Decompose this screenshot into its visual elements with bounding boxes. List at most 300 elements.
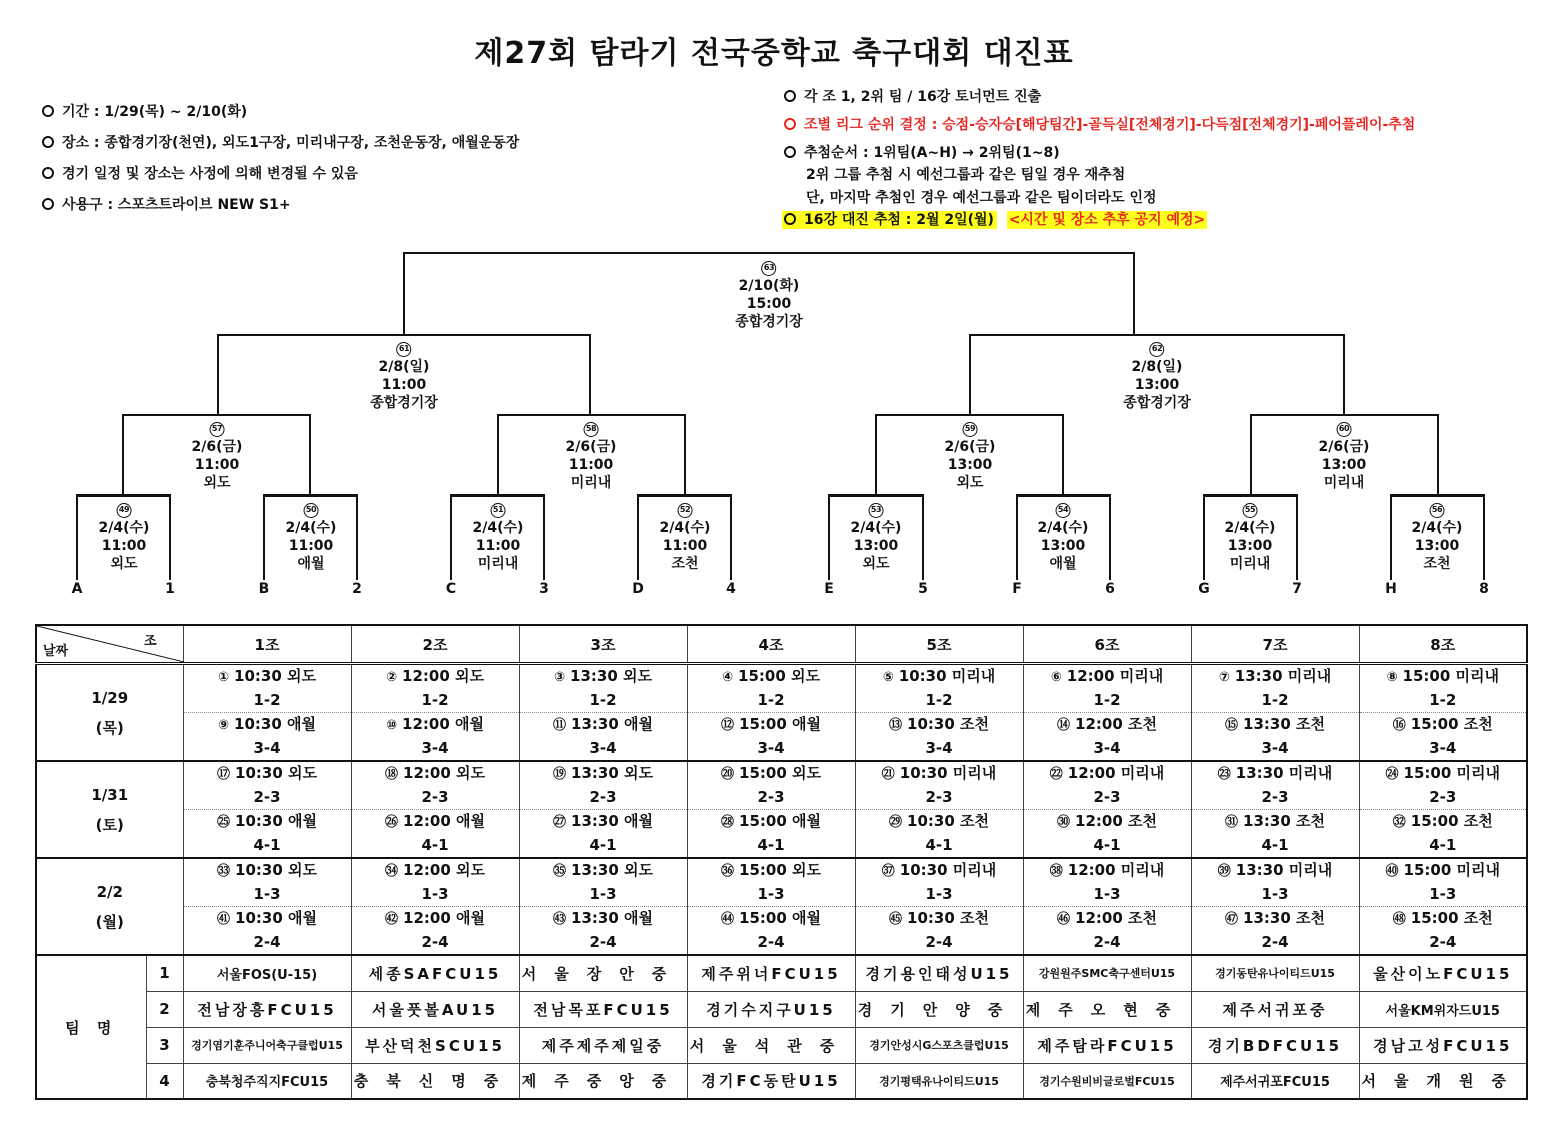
match-number: ㉞ [385,864,399,879]
match-cell [1359,858,1527,907]
bracket-line [169,494,171,580]
bracket-line [969,334,971,416]
match-pair: 2-4 [1429,933,1457,951]
match-time: 12:00 [1067,764,1116,782]
team-name-cell: 경기동탄유나이티드U15 [1191,955,1359,991]
match-venue: 조천 [1463,715,1493,733]
match-pair: 4-1 [253,836,281,854]
match-number: ㊷ [385,912,399,927]
match-pair: 3-4 [757,739,785,757]
match-cell [351,713,519,762]
match-venue: 애월 [288,909,317,927]
match-venue: 조천 [960,812,989,830]
match-pair: 1-2 [757,691,785,709]
match-number: ㊱ [721,864,735,879]
group-header: 7조 [1191,625,1359,664]
bracket-line [543,494,545,580]
match-number: ㊸ [553,912,567,927]
match-venue: 애월 [624,715,653,733]
match-cell [183,810,351,859]
match-time: 13:30 [570,667,618,685]
match-cell [1023,713,1191,762]
team-row [36,1027,1527,1063]
match-time: 13:30 [1235,861,1284,879]
match-cell [1359,761,1527,810]
match-quarter-1 [192,420,243,492]
team-name-cell: 경기안양중 [855,991,1023,1027]
bracket-line [1437,414,1439,496]
bracket-line [589,334,591,416]
match-cell [1023,761,1191,810]
seed-label: A [71,581,83,597]
bracket-line [76,494,171,497]
match-pair: 2-4 [925,933,953,951]
team-name-cell: 경기수지구U15 [687,991,855,1027]
match-number: ㉕ [217,815,231,830]
match-venue: 조천 [1296,909,1325,927]
info-advance [784,90,1041,104]
circle-bullet-icon [784,213,796,225]
match-time: 12:00 [403,909,451,927]
match-number-icon: 54 [1055,503,1070,518]
match-venue: 조천 [671,556,699,572]
match-number: ㊲ [881,864,895,879]
match-time: 13:00 [1321,457,1367,473]
bracket-line [922,494,924,580]
match-venue: 미리내 [1456,764,1500,782]
match-pair: 1-3 [1261,885,1289,903]
circle-bullet-icon [784,118,796,130]
match-venue: 외도 [956,475,984,491]
match-time: 15:00 [739,909,787,927]
match-pair: 1-2 [421,691,449,709]
match-time: 10:30 [898,667,947,685]
match-venue: 애월 [792,812,821,830]
match-time: 13:00 [947,457,993,473]
date-label: 1/29 [91,688,129,707]
match-cell [183,761,351,810]
seed-label: 7 [1292,581,1302,597]
match-venue: 외도 [288,861,317,879]
match-time: 13:00 [1414,538,1460,554]
match-r16-1 [99,501,150,573]
team-name-cell: 서울KM위자드U15 [1359,991,1527,1027]
match-number-icon: 61 [397,342,412,357]
match-venue: 미리내 [1119,667,1164,685]
match-time: 12:00 [1075,909,1123,927]
bracket-line [122,414,311,416]
match-venue: 애월 [792,909,821,927]
match-number: ④ [722,670,734,685]
match-number: ⑰ [217,767,231,782]
match-pair: 3-4 [1429,739,1457,757]
match-time: 11:00 [381,377,427,393]
team-row [36,1063,1527,1099]
team-name-cell: 서울풋볼AU15 [351,991,519,1027]
bracket-line [1016,494,1018,580]
match-number: ⑯ [1392,718,1406,733]
match-cell [519,713,687,762]
match-number: ㉜ [1392,815,1406,830]
team-name-cell: 서울장안중 [519,955,687,991]
match-venue: 미리내 [1120,861,1165,879]
match-venue: 애월 [624,812,653,830]
match-number: ⑱ [385,767,399,782]
match-date: 2/6(금) [944,439,996,455]
match-venue: 애월 [455,715,484,733]
match-time: 11:00 [101,538,147,554]
match-number-icon: 59 [962,422,977,437]
match-number: ⑤ [882,670,894,685]
match-venue: 외도 [203,475,231,491]
match-date: 2/4(수) [850,520,902,536]
match-venue: 애월 [456,909,485,927]
match-date: 2/8(일) [1131,359,1183,375]
match-venue: 미리내 [1288,764,1333,782]
match-venue: 미리내 [1455,667,1499,685]
team-name-cell: 제주서귀포중 [1191,991,1359,1027]
match-cell [1023,664,1191,713]
team-name-cell: 강원원주SMC축구센터U15 [1023,955,1191,991]
match-venue: 미리내 [1287,667,1332,685]
match-cell [1191,858,1359,907]
match-cell [519,664,687,713]
match-time: 13:30 [1243,715,1291,733]
match-number: ⑳ [721,767,735,782]
schedule-row [36,810,1527,859]
bracket-line [1343,334,1345,416]
group-schedule-table [35,624,1528,1100]
bracket-line [263,494,358,497]
seed-label: 5 [918,581,928,597]
info-draw-date [782,213,1207,227]
match-venue: 외도 [456,764,485,782]
match-number: ㊽ [1392,912,1406,927]
match-number: ⑮ [1225,718,1239,733]
team-name-cell: 제주서귀포FCU15 [1191,1063,1359,1099]
info-change-notice [42,167,358,181]
group-header: 1조 [183,625,351,664]
bracket-line [403,252,1135,254]
match-pair: 2-3 [589,788,617,806]
date-cell [36,664,183,762]
match-time: 15:00 [1403,861,1452,879]
match-number: ㉝ [217,864,231,879]
bracket-line [828,494,924,497]
match-venue: 조천 [1128,909,1157,927]
match-pair: 1-2 [1093,691,1121,709]
match-venue: 외도 [624,861,653,879]
match-pair: 1-3 [421,885,449,903]
team-name-cell: 부산덕천SCU15 [351,1027,519,1063]
match-number: ⑭ [1057,718,1071,733]
bracket-line [217,334,219,416]
match-pair: 4-1 [925,836,953,854]
bracket-line [1296,494,1298,580]
match-venue: 미리내 [951,667,996,685]
match-number: ⑥ [1050,670,1062,685]
match-time: 10:30 [907,909,955,927]
info-draw-order [784,146,1060,160]
schedule-body [36,664,1527,956]
bracket-line [76,494,78,580]
match-time: 13:30 [1234,667,1283,685]
match-number: ㊼ [1225,912,1239,927]
info-ball-text: 사용구 : 스포츠트라이브 NEW S1+ [62,197,291,213]
team-seed-number: 3 [146,1027,183,1063]
match-venue: 외도 [862,556,890,572]
match-venue: 애월 [297,556,325,572]
bracket-line [730,494,732,580]
info-venues [42,136,519,150]
team-name-cell: 경남고성FCU15 [1359,1027,1527,1063]
team-name-cell: 서울FOS(U-15) [183,955,351,991]
info-change-notice-text: 경기 일정 및 장소는 사정에 의해 변경될 수 있음 [62,166,358,182]
match-cell [687,810,855,859]
match-number: ㊵ [1385,864,1399,879]
match-pair: 2-4 [1093,933,1121,951]
team-name-cell: 경기BDFCU15 [1191,1027,1359,1063]
info-draw-order-text: 추첨순서 : 1위팀(A~H) → 2위팀(1~8) [804,145,1060,161]
match-time: 13:00 [853,538,899,554]
team-name-cell: 제주중앙중 [519,1063,687,1099]
info-draw-note-1: 2위 그룹 추첨 시 예선그룹과 같은 팀일 경우 재추첨 [806,167,1126,183]
match-pair: 2-3 [925,788,953,806]
seed-label: E [824,581,834,597]
bracket-line [309,414,311,496]
bracket-line [450,494,452,580]
match-time: 13:30 [571,715,619,733]
match-pair: 2-3 [1093,788,1121,806]
match-time: 12:00 [1066,667,1115,685]
match-time: 13:30 [571,861,619,879]
match-time: 12:00 [1075,715,1123,733]
schedule-row [36,713,1527,762]
match-date: 2/4(수) [98,520,150,536]
match-number: ⑲ [553,767,567,782]
match-cell [855,858,1023,907]
match-number: ③ [554,670,566,685]
match-time: 15:00 [1410,715,1459,733]
match-pair: 1-3 [589,885,617,903]
info-period-text: 기간 : 1/29(목) ~ 2/10(화) [62,104,248,120]
match-pair: 2-4 [421,933,449,951]
bracket-line [497,414,499,496]
bracket-line [1483,494,1485,580]
date-cell [36,761,183,858]
bracket-line [1390,494,1485,497]
match-venue: 외도 [791,667,820,685]
bracket-line [684,414,686,496]
match-time: 12:00 [403,812,451,830]
team-name-cell: 전남목포FCU15 [519,991,687,1027]
match-venue: 조천 [1463,812,1493,830]
match-cell [183,713,351,762]
match-pair: 3-4 [589,739,617,757]
match-pair: 1-2 [1261,691,1289,709]
circle-bullet-icon [42,105,54,117]
team-name-cell: 울산이노FCU15 [1359,955,1527,991]
match-cell [183,858,351,907]
match-venue: 미리내 [1323,475,1365,491]
bracket-line [637,494,732,497]
match-time: 12:00 [1067,861,1116,879]
match-venue: 애월 [624,909,653,927]
bracket-line [1109,494,1111,580]
match-cell [519,810,687,859]
match-number: ㉟ [553,864,567,879]
match-venue: 종합경기장 [370,395,438,411]
team-name-cell: 경기FC동탄U15 [687,1063,855,1099]
match-cell [687,907,855,956]
team-name-cell: 제주제주제일중 [519,1027,687,1063]
match-venue: 외도 [792,764,821,782]
match-time: 13:30 [571,812,619,830]
match-cell [1359,664,1527,713]
match-venue: 애월 [792,715,821,733]
bracket-line [122,414,124,496]
date-label: 1/31 [91,785,129,804]
match-pair: 4-1 [589,836,617,854]
match-time: 11:00 [475,538,521,554]
team-name-cell: 제주탐라FCU15 [1023,1027,1191,1063]
match-number: ⑬ [889,718,903,733]
match-pair: 1-3 [925,885,953,903]
match-time: 10:30 [234,667,282,685]
match-number-icon: 55 [1242,503,1257,518]
match-venue: 미리내 [1288,861,1333,879]
bracket-line [1203,494,1205,580]
match-pair: 4-1 [421,836,449,854]
info-ranking-rule-text: 조별 리그 순위 결정 : 승점-승자승[해당팀간]-골득실[전체경기]-다득점[전체경기]-페어플레이-추첨 [804,117,1416,133]
match-venue: 미리내 [1456,861,1500,879]
match-number: ㊹ [721,912,735,927]
bracket-line [1016,494,1111,497]
match-number: ㉗ [553,815,567,830]
match-pair: 1-3 [757,885,785,903]
circle-bullet-icon [784,146,796,158]
match-number: ⑫ [721,718,735,733]
match-number-icon: 57 [209,422,224,437]
match-pair: 3-4 [925,739,953,757]
match-number: ㉚ [1057,815,1071,830]
page-title: 제27회 탐라기 전국중학교 축구대회 대진표 [474,36,1074,71]
match-cell [855,907,1023,956]
schedule-row [36,907,1527,956]
match-cell [351,810,519,859]
group-header: 5조 [855,625,1023,664]
match-number-icon: 51 [490,503,505,518]
match-number: ㉛ [1225,815,1239,830]
match-pair: 2-4 [253,933,281,951]
group-header: 3조 [519,625,687,664]
weekday-label: (토) [95,815,124,834]
match-number-icon: 63 [762,261,777,276]
match-date: 2/10(화) [738,278,800,294]
match-time: 12:00 [402,667,450,685]
match-number-icon: 58 [583,422,598,437]
match-r16-6 [1038,501,1089,573]
match-time: 15:00 [1410,909,1459,927]
match-time: 15:00 [739,764,787,782]
match-time: 10:30 [235,861,283,879]
match-venue: 외도 [623,667,652,685]
match-venue: 애월 [1049,556,1077,572]
match-number: ⑧ [1386,670,1398,685]
match-cell [519,761,687,810]
schedule-row [36,761,1527,810]
bracket-line [263,494,265,580]
team-body [36,955,1527,1099]
match-time: 11:00 [194,457,240,473]
match-number: ① [218,670,230,685]
match-time: 11:00 [662,538,708,554]
team-name-cell: 경기용인태성U15 [855,955,1023,991]
corner-group-label: 조 [143,634,157,649]
match-r16-5 [851,501,902,573]
team-name-cell: 전남장흥FCU15 [183,991,351,1027]
match-semi-2 [1123,340,1191,412]
match-date: 2/8(일) [378,359,430,375]
info-draw-date-text: 16강 대진 추첨 : 2월 2일(월) [804,212,994,228]
match-pair: 1-2 [925,691,953,709]
match-cell [855,810,1023,859]
match-cell [351,761,519,810]
match-r16-3 [473,501,524,573]
team-name-cell: 서울개원중 [1359,1063,1527,1099]
match-pair: 2-3 [253,788,281,806]
match-time: 13:30 [571,909,619,927]
team-seed-number: 1 [146,955,183,991]
team-name-cell: 경기염기훈주니어축구클럽U15 [183,1027,351,1063]
corner-header [36,625,183,664]
match-venue: 조천 [960,715,989,733]
group-header: 8조 [1359,625,1527,664]
seed-label: B [258,581,270,597]
match-date: 2/6(금) [1318,439,1370,455]
match-time: 15:00 [739,715,787,733]
bracket-line [497,414,686,416]
match-number: ⑦ [1218,670,1230,685]
match-pair: 1-3 [1093,885,1121,903]
info-ball [42,198,291,212]
bracket-line [403,252,405,336]
match-pair: 1-2 [253,691,281,709]
info-ranking-rule [784,118,1415,132]
match-r16-8 [1412,501,1463,573]
seed-label: 6 [1105,581,1115,597]
match-date: 2/4(수) [659,520,711,536]
table-header-row [36,625,1527,664]
team-label: 팀 명 [36,955,146,1099]
weekday-label: (월) [95,912,124,931]
match-venue: 미리내 [570,475,612,491]
match-cell [351,858,519,907]
match-time: 11:00 [568,457,614,473]
match-time: 13:00 [1134,377,1180,393]
team-row [36,955,1527,991]
team-seed-number: 2 [146,991,183,1027]
match-number: ⑪ [553,718,567,733]
match-cell [1191,664,1359,713]
info-venues-text: 장소 : 종합경기장(천연), 외도1구장, 미리내구장, 조천운동장, 애월운동장 [62,135,520,151]
match-time: 15:00 [1403,764,1452,782]
match-quarter-2 [566,420,617,492]
match-time: 12:00 [403,764,451,782]
match-r16-7 [1225,501,1276,573]
match-pair: 1-3 [1429,885,1457,903]
schedule-row [36,858,1527,907]
